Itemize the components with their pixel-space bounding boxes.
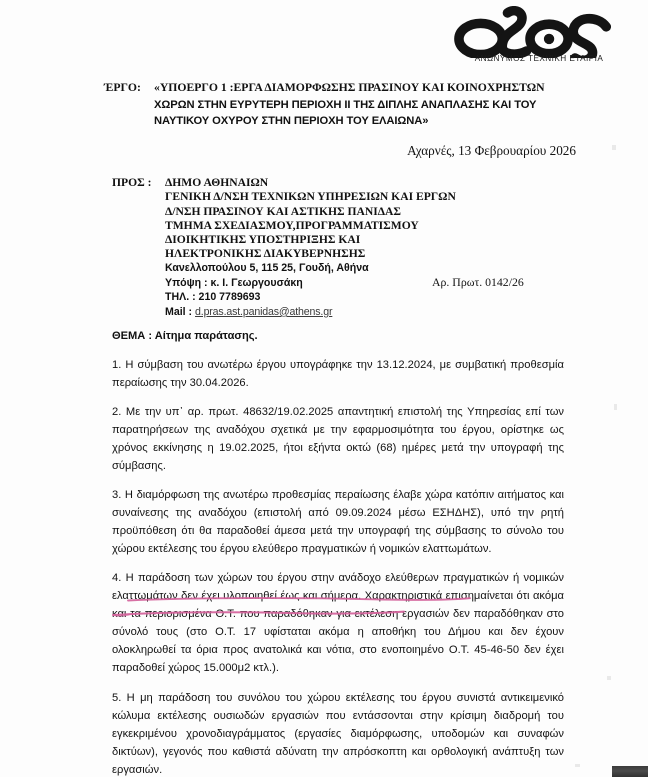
paragraph-4: 4. Η παράδοση των χώρων του έργου στην ανάδοχο ελεύθερων πραγματικών ή νομικών ελαττωμάτων δεν έχει υλοποιηθεί έως και σήμερα. Χαρακτηριστικά επισημαίνεται ότι ακόμα και τα περιορισμένα Ο.Τ. που παραδόθηκαν για εκτέλεση εργασιών δεν παραδόθηκαν στο σύνολό τους (στο Ο.Τ. 17 υφίσταται ακόμα η αποθήκη του Δήμου και δεν έχουν ολοκληρωθεί τα όρια προς ανατολικά και νότια, στο ενοποιημένο Ο.Τ. 45-46-50 δεν έχει παραδοθεί χώρος 15.000μ2 κτλ.).: [112, 571, 564, 675]
phone-number: 210 7789693: [198, 291, 261, 304]
scan-speck: [575, 764, 580, 767]
subject-line: ΘΕΜΑ : Αίτημα παράτασης.: [112, 330, 258, 342]
project-title-line-1: «ΥΠΟΕΡΓΟ 1 :ΕΡΓΑ ΔΙΑΜΟΡΦΩΣΗΣ ΠΡΑΣΙΝΟΥ ΚΑΙ ΚΟΙΝΟΧΡΗΣΤΩΝ: [154, 81, 545, 94]
phone-label: ΤΗΛ. :: [165, 291, 199, 304]
project-label: ΈΡΓΟ:: [104, 81, 141, 94]
company-tagline: ΑΝΩΝΥΜΟΣ ΤΕΧΝΙΚΗ ΕΤΑΙΡΙΑ: [474, 54, 604, 63]
paragraph-3: 3. Η διαμόρφωση της ανωτέρω προθεσμίας περαίωσης έλαβε χώρα κατόπιν αιτήματος και συναίνεσης της αναδόχου (επιστολή από 09.09.2024 μέσω ΕΣΗΔΗΣ), υπό την ρητή προϋπόθεση ότι θα παραδοθεί άμεσα μετά την υπογραφή της σύμβασης το σύνολο του χώρου εκτέλεσης του έργου ελεύθερο πραγματικών ή νομικών ελαττωμάτων.: [112, 488, 564, 555]
scan-speck: [614, 404, 617, 410]
contact-attention: [165, 276, 369, 291]
paragraph-2: 2. Με την υπ᾽ αρ. πρωτ. 48632/19.02.2025 απαντητική επιστολή της Υπηρεσίας επί των παρατηρήσεων της αναδόχου σχετικά με την εφαρμοσιμότητα του έργου, ορίστηκε ως χρόνος εκκίνησης η 19.02.2025, ήτοι εξήντα οκτώ (68) ημέρες μετά την υπογραφή της σύμβασης.: [112, 406, 564, 473]
attention-name: κ. Ι. Γεωργουσάκη: [210, 276, 303, 289]
paragraph-1: 1. Η σύμβαση του ανωτέρω έργου υπογράφηκε την 13.12.2024, με συμβατική προθεσμία περαίωσης την 30.04.2026.: [112, 359, 564, 390]
recipient-line: ΤΜΗΜΑ ΣΧΕΔΙΑΣΜΟΥ,ΠΡΟΓΡΑΜΜΑΤΙΣΜΟΥ: [165, 218, 419, 232]
recipient-line: ΔΗΜΟ ΑΘΗΝΑΙΩΝ: [165, 176, 269, 189]
recipient-block: [112, 176, 456, 262]
contact-address: Κανελλοπούλου 5, 115 25, Γουδή, Αθήνα: [165, 262, 369, 274]
protocol-number: Αρ. Πρωτ. 0142/26: [432, 275, 524, 289]
attention-label: Υπόψη :: [165, 276, 211, 289]
recipient-line: ΓΕΝΙΚΗ Δ/ΝΣΗ ΤΕΧΝΙΚΩΝ ΥΠΗΡΕΣΙΩΝ ΚΑΙ ΕΡΓΩΝ: [165, 190, 456, 204]
project-title-line-2: ΧΩΡΩΝ ΣΤΗΝ ΕΥΡΥΤΕΡΗ ΠΕΡΙΟΧΗ ΙΙ ΤΗΣ ΔΙΠΛΗΣ ΑΝΑΠΛΑΣΗΣ ΚΑΙ ΤΟΥ: [154, 98, 537, 111]
project-title-line-3: ΝΑΥΤΙΚΟΥ ΟΧΥΡΟΥ ΣΤΗΝ ΠΕΡΙΟΧΗ ΤΟΥ ΕΛΑΙΩΝΑ»: [154, 115, 429, 128]
recipient-line: Δ/ΝΣΗ ΠΡΑΣΙΝΟΥ ΚΑΙ ΑΣΤΙΚΗΣ ΠΑΝΙΔΑΣ: [165, 204, 401, 218]
project-title-lines: [154, 80, 574, 130]
odos-wordmark-icon: [452, 6, 625, 58]
mail-address-link[interactable]: d.pras.ast.panidas@athens.gr: [195, 305, 333, 318]
mail-label: Mail :: [165, 305, 196, 318]
scan-edge-artifact: [612, 766, 648, 777]
scan-speck: [612, 145, 616, 150]
paragraph-5: 5. Η μη παράδοση του συνόλου του χώρου εκτέλεσης του έργου συνιστά αντικειμενικό κώλυμα εκτέλεσης ουσιωδών εργασιών που εντάσσονται στην κρίσιμη διαδρομή του εγκεκριμένου χρονοδιαγράμματος (εργασίες διαμόρφωσης, υποδομών και συναφών δικτύων), γεγονός που καθιστά αδύνατη την απρόσκοπτη και ορθολογική ανάπτυξη των εργασιών.: [112, 691, 564, 776]
letter-body: [112, 356, 564, 779]
date-line: Αχαρνές, 13 Φεβρουαρίου 2026: [407, 143, 576, 158]
contact-phone: [165, 290, 369, 305]
recipient-line: ΗΛΕΚΤΡΟΝΙΚΗΣ ΔΙΑΚΥΒΕΡΝΗΣΗΣ: [165, 247, 366, 261]
contact-block: [165, 261, 369, 319]
company-logo: [444, 6, 634, 63]
recipient-lines: [165, 176, 456, 262]
recipient-label: ΠΡΟΣ :: [112, 176, 152, 189]
contact-mail: [165, 305, 369, 320]
recipient-line: ΔΙΟΙΚΗΤΙΚΗΣ ΥΠΟΣΤΗΡΙΞΗΣ ΚΑΙ: [165, 233, 361, 247]
project-title-block: [104, 80, 574, 130]
scan-speck: [607, 676, 611, 680]
